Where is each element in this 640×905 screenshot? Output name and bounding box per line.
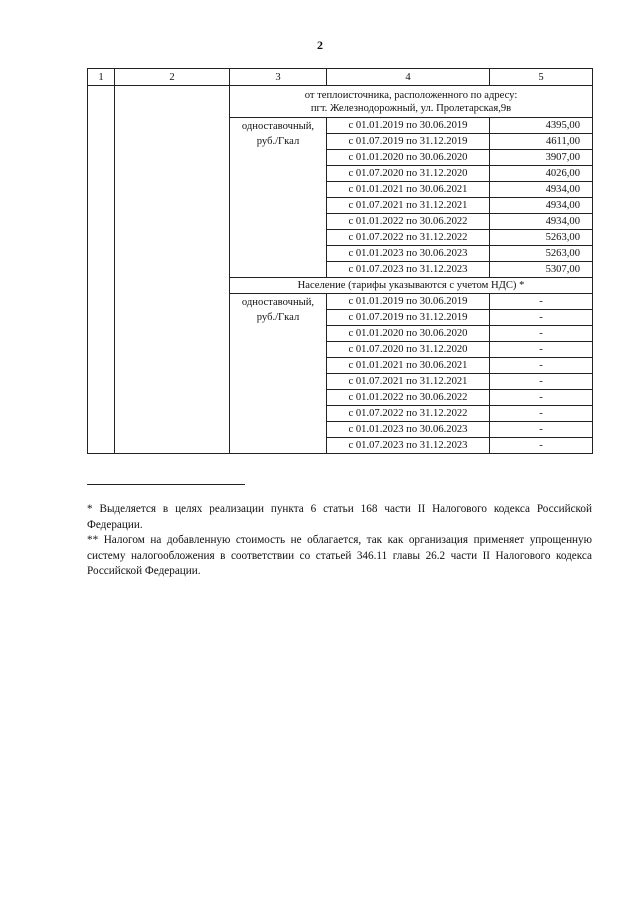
tariff-value-cell: 4395,00 <box>490 118 593 134</box>
column-header-4: 4 <box>327 69 490 86</box>
period-cell: с 01.07.2022 по 31.12.2022 <box>327 406 490 422</box>
period-cell: с 01.01.2020 по 30.06.2020 <box>327 150 490 166</box>
footnote-1: * Выделяется в целях реализации пункта 6 статьи 168 части II Налогового кодекса Российской Федерации. <box>87 503 592 531</box>
period-cell: с 01.07.2021 по 31.12.2021 <box>327 198 490 214</box>
section1-heading-line1: от теплоисточника, расположенного по адресу: <box>304 89 518 101</box>
tariff-value-cell: 5263,00 <box>490 230 593 246</box>
section1-heading-line2: пгт. Железнодорожный, ул. Пролетарская,9в <box>310 102 512 114</box>
period-cell: с 01.01.2020 по 30.06.2020 <box>327 326 490 342</box>
tariff-value-cell: - <box>490 438 593 454</box>
tariff-value-cell: 5307,00 <box>490 262 593 278</box>
tariff-value-cell: 4934,00 <box>490 214 593 230</box>
period-cell: с 01.07.2019 по 31.12.2019 <box>327 310 490 326</box>
section1-heading-row <box>88 86 593 118</box>
period-cell: с 01.07.2023 по 31.12.2023 <box>327 438 490 454</box>
period-cell: с 01.07.2021 по 31.12.2021 <box>327 374 490 390</box>
period-cell: с 01.07.2023 по 31.12.2023 <box>327 262 490 278</box>
period-cell: с 01.01.2022 по 30.06.2022 <box>327 214 490 230</box>
tariff-value-cell: - <box>490 310 593 326</box>
column-header-5: 5 <box>490 69 593 86</box>
period-cell: с 01.01.2019 по 30.06.2019 <box>327 118 490 134</box>
period-cell: с 01.07.2022 по 31.12.2022 <box>327 230 490 246</box>
column-header-3: 3 <box>230 69 327 86</box>
tariff-value-cell: 4026,00 <box>490 166 593 182</box>
tariff-value-cell: 3907,00 <box>490 150 593 166</box>
tariff-value-cell: - <box>490 294 593 310</box>
period-cell: с 01.01.2019 по 30.06.2019 <box>327 294 490 310</box>
period-cell: с 01.01.2023 по 30.06.2023 <box>327 422 490 438</box>
period-cell: с 01.01.2021 по 30.06.2021 <box>327 182 490 198</box>
table-header-row <box>88 69 593 86</box>
period-cell: с 01.07.2020 по 31.12.2020 <box>327 166 490 182</box>
period-cell: с 01.07.2020 по 31.12.2020 <box>327 342 490 358</box>
tariff-value-cell: 5263,00 <box>490 246 593 262</box>
period-cell: с 01.01.2023 по 30.06.2023 <box>327 246 490 262</box>
footnote-2: ** Налогом на добавленную стоимость не облагается, так как организация применяет упрощенную систему налогообложения в соответствии со статьей 346.11 главы 26.2 части II Налогового кодекса Российской Федерации. <box>87 534 592 577</box>
tariff-value-cell: 4611,00 <box>490 134 593 150</box>
section2-tariff-type: одноставочный, руб./Гкал <box>230 294 327 454</box>
column-2-cell <box>115 86 230 454</box>
section1-heading <box>230 86 593 118</box>
tariff-value-cell: - <box>490 390 593 406</box>
tariff-value-cell: - <box>490 406 593 422</box>
column-1-cell <box>88 86 115 454</box>
section2-heading: Население (тарифы указываются с учетом НДС) * <box>230 278 593 294</box>
period-cell: с 01.01.2022 по 30.06.2022 <box>327 390 490 406</box>
section1-tariff-type: одноставочный, руб./Гкал <box>230 118 327 278</box>
tariff-value-cell: - <box>490 342 593 358</box>
tariff-value-cell: - <box>490 374 593 390</box>
period-cell: с 01.07.2019 по 31.12.2019 <box>327 134 490 150</box>
tariff-value-cell: - <box>490 358 593 374</box>
footnotes <box>87 502 592 580</box>
tariff-value-cell: 4934,00 <box>490 198 593 214</box>
footnote-divider <box>87 484 245 485</box>
column-header-1: 1 <box>88 69 115 86</box>
page-number: 2 <box>317 38 323 52</box>
period-cell: с 01.01.2021 по 30.06.2021 <box>327 358 490 374</box>
column-header-2: 2 <box>115 69 230 86</box>
tariff-table <box>87 68 593 454</box>
tariff-value-cell: - <box>490 326 593 342</box>
tariff-value-cell: 4934,00 <box>490 182 593 198</box>
tariff-value-cell: - <box>490 422 593 438</box>
